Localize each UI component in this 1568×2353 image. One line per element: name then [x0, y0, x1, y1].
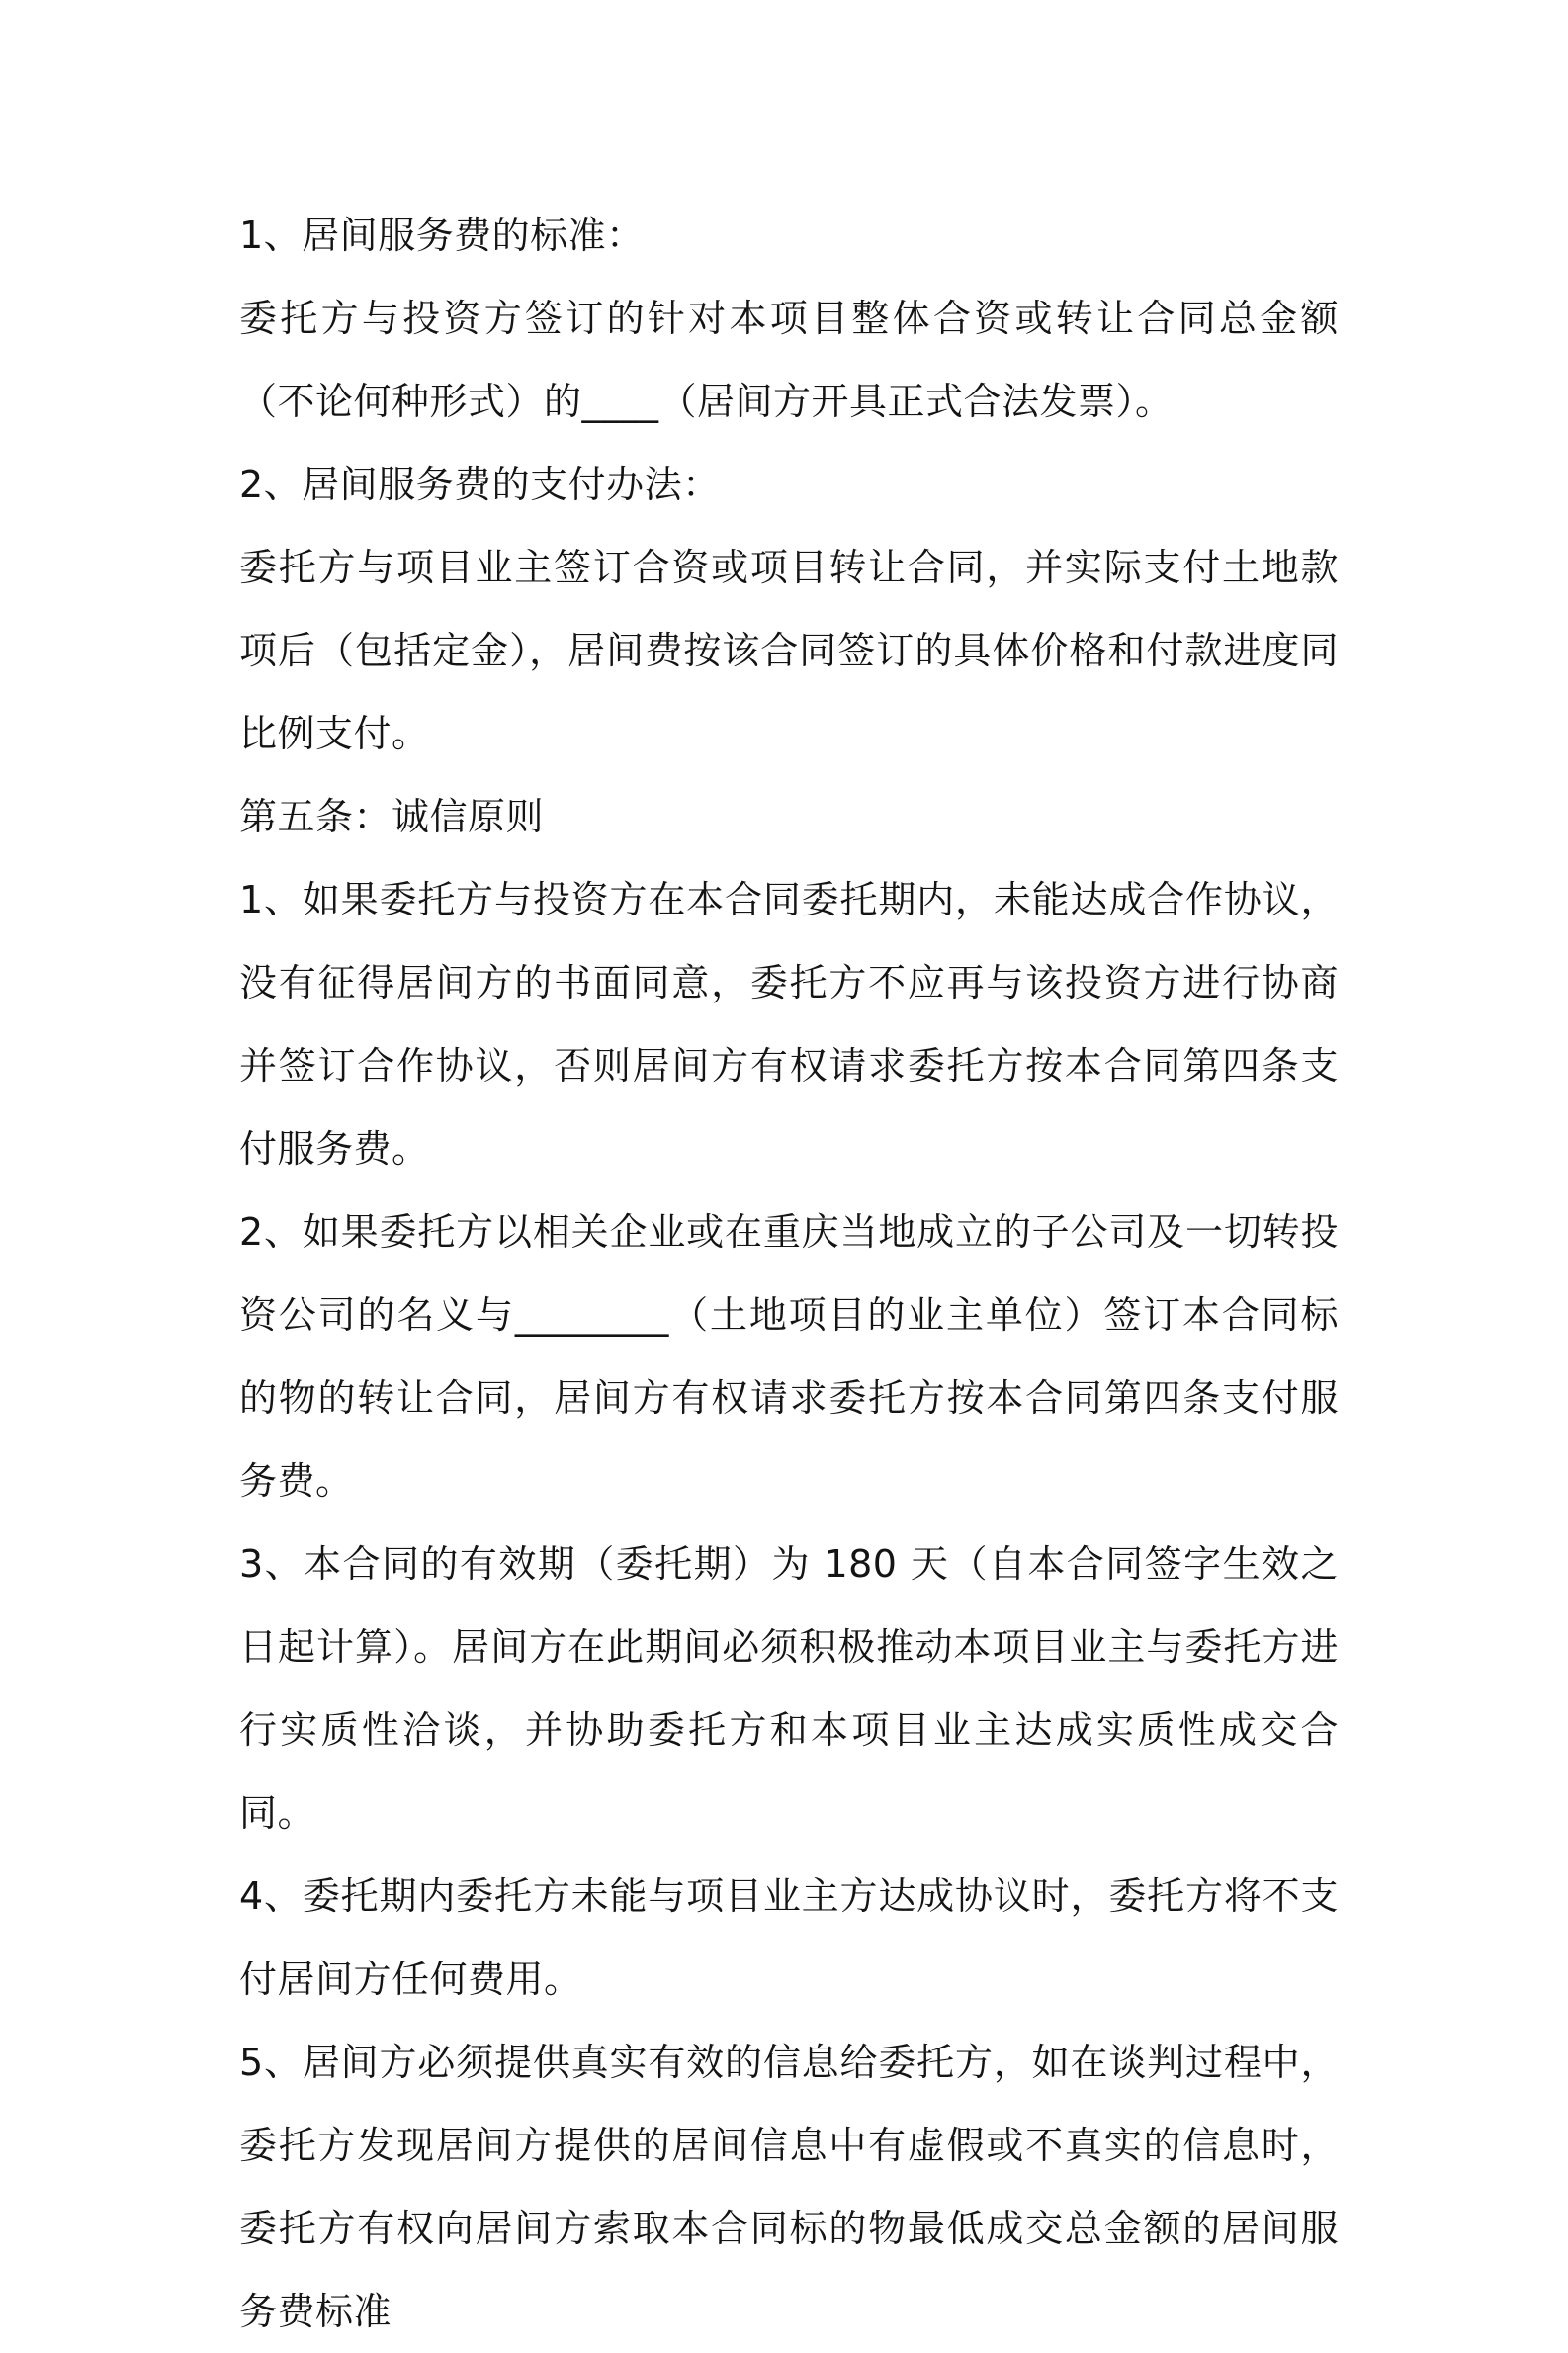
- article-five-item-5: 5、居间方必须提供真实有效的信息给委托方，如在谈判过程中，委托方发现居间方提供的居间信息中有虚假或不真实的信息时，委托方有权向居间方索取本合同标的物最低成交总金额的居间服务费标准: [239, 2041, 1339, 2333]
- article-five-item-3: 3、本合同的有效期（委托期）为 180 天（自本合同签字生效之日起计算）。居间方在此期间必须积极推动本项目业主与委托方进行实质性洽谈，并协助委托方和本项目业主达成实质性成交合同。: [239, 1542, 1339, 1835]
- clause-fee-standard-text: 委托方与投资方签订的针对本项目整体合资或转让合同总金额（不论何种形式）的____（居间方开具正式合法发票）。: [239, 297, 1339, 423]
- article-five-item-1: 1、如果委托方与投资方在本合同委托期内，未能达成合作协议，没有征得居间方的书面同意，委托方不应再与该投资方进行协商并签订合作协议，否则居间方有权请求委托方按本合同第四条支付服务费。: [239, 878, 1339, 1171]
- clause-fee-payment-heading: 2、居间服务费的支付办法：: [239, 463, 721, 506]
- document-body: [239, 194, 1339, 2353]
- clause-fee-payment-text: 委托方与项目业主签订合资或项目转让合同，并实际支付土地款项后（包括定金），居间费按该合同签订的具体价格和付款进度同比例支付。: [239, 546, 1339, 755]
- article-five-item-4: 4、委托期内委托方未能与项目业主方达成协议时，委托方将不支付居间方任何费用。: [239, 1874, 1339, 2001]
- article-five-item-2: 2、如果委托方以相关企业或在重庆当地成立的子公司及一切转投资公司的名义与________（土地项目的业主单位）签订本合同标的物的转让合同，居间方有权请求委托方按本合同第四条支付服务费。: [239, 1210, 1339, 1503]
- clause-fee-standard-heading: 1、居间服务费的标准：: [239, 214, 645, 257]
- article-five-heading: 第五条：诚信原则: [239, 795, 545, 838]
